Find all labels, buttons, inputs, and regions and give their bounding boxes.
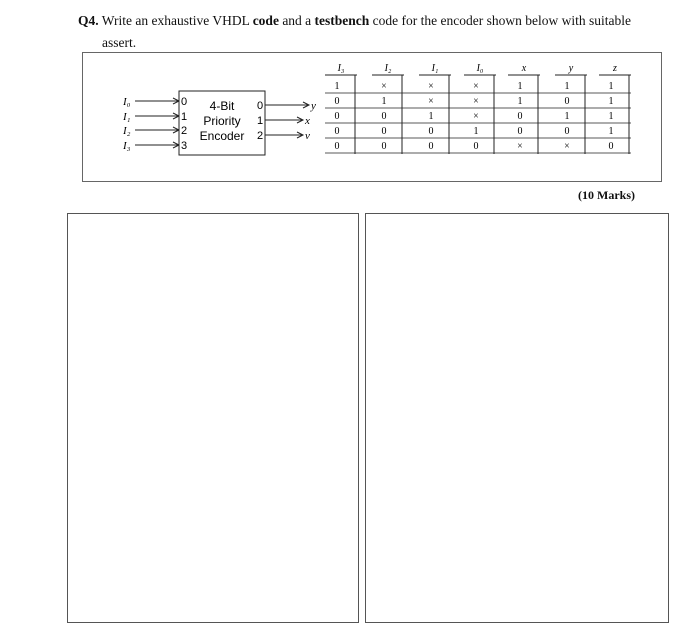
table-cell: 1 — [334, 81, 340, 92]
table-header: x — [521, 63, 527, 74]
table-header: I₁ — [431, 63, 439, 74]
question-text: Q4. Write an exhaustive VHDL code and a testbench code for the encoder shown below with suitable assert. — [78, 10, 678, 54]
table-cell: 1 — [608, 126, 614, 137]
table-cell: 0 — [334, 141, 340, 152]
marks-label: (10 Marks) — [578, 188, 635, 202]
output-label-x: x — [305, 115, 310, 127]
table-cell: 0 — [381, 126, 387, 137]
table-cell: 1 — [473, 126, 479, 137]
table-header: y — [568, 63, 574, 74]
table-cell: 1 — [564, 111, 570, 122]
output-label-y: y — [311, 100, 316, 112]
table-cell: 0 — [381, 111, 387, 122]
table-cell: × — [564, 141, 570, 152]
question-number: Q4. — [78, 13, 99, 28]
output-label-v: v — [305, 130, 310, 142]
table-cell: 1 — [517, 96, 523, 107]
table-cell: 0 — [334, 96, 340, 107]
encoder-title-1: 4-Bit — [209, 99, 235, 113]
table-cell: 1 — [608, 111, 614, 122]
output-lines — [265, 100, 316, 142]
answer-area-left[interactable] — [67, 213, 359, 623]
answer-area-right[interactable] — [365, 213, 669, 623]
table-cell: × — [473, 111, 479, 122]
input-pin-3: 3 — [181, 140, 188, 152]
table-header: I₀ — [476, 63, 484, 74]
output-pin-2: 2 — [257, 130, 264, 142]
table-cell: 1 — [564, 81, 570, 92]
table-cell: 0 — [334, 126, 340, 137]
table-cell: 0 — [517, 111, 523, 122]
table-cell: 0 — [473, 141, 479, 152]
table-cell: 0 — [428, 126, 434, 137]
table-cell: × — [517, 141, 523, 152]
table-cell: 0 — [428, 141, 434, 152]
table-cell: × — [473, 81, 479, 92]
output-pin-1: 1 — [257, 115, 264, 127]
table-cell: 0 — [564, 126, 570, 137]
encoder-figure — [83, 53, 663, 183]
question-line2: assert. — [102, 35, 137, 50]
table-cell: 0 — [334, 111, 340, 122]
table-cell: 1 — [381, 96, 387, 107]
input-pin-0: 0 — [181, 96, 188, 108]
table-cell: × — [473, 96, 479, 107]
input-pin-1: 1 — [181, 111, 188, 123]
encoder-title-2: Priority — [203, 114, 241, 128]
table-cell: × — [428, 81, 434, 92]
table-header: I₂ — [384, 63, 392, 74]
input-pin-2: 2 — [181, 125, 188, 137]
input-lines — [122, 96, 179, 152]
table-cell: 1 — [608, 81, 614, 92]
encoder-title-3: Encoder — [199, 129, 245, 143]
input-label-0: I₀ — [123, 96, 131, 108]
table-cell: × — [381, 81, 387, 92]
table-cell: 0 — [517, 126, 523, 137]
figure-panel — [82, 52, 662, 182]
input-label-1: I₁ — [123, 111, 131, 123]
truth-table — [325, 63, 631, 154]
table-header: z — [613, 63, 617, 74]
output-pin-0: 0 — [257, 100, 264, 112]
table-header: I₃ — [337, 63, 345, 74]
table-cell: × — [428, 96, 434, 107]
table-cell: 1 — [517, 81, 523, 92]
table-cell: 0 — [564, 96, 570, 107]
table-cell: 0 — [381, 141, 387, 152]
table-cell: 1 — [428, 111, 434, 122]
table-cell: 0 — [608, 141, 614, 152]
input-label-3: I₃ — [123, 140, 131, 152]
input-label-2: I₂ — [123, 125, 131, 137]
table-cell: 1 — [608, 96, 614, 107]
